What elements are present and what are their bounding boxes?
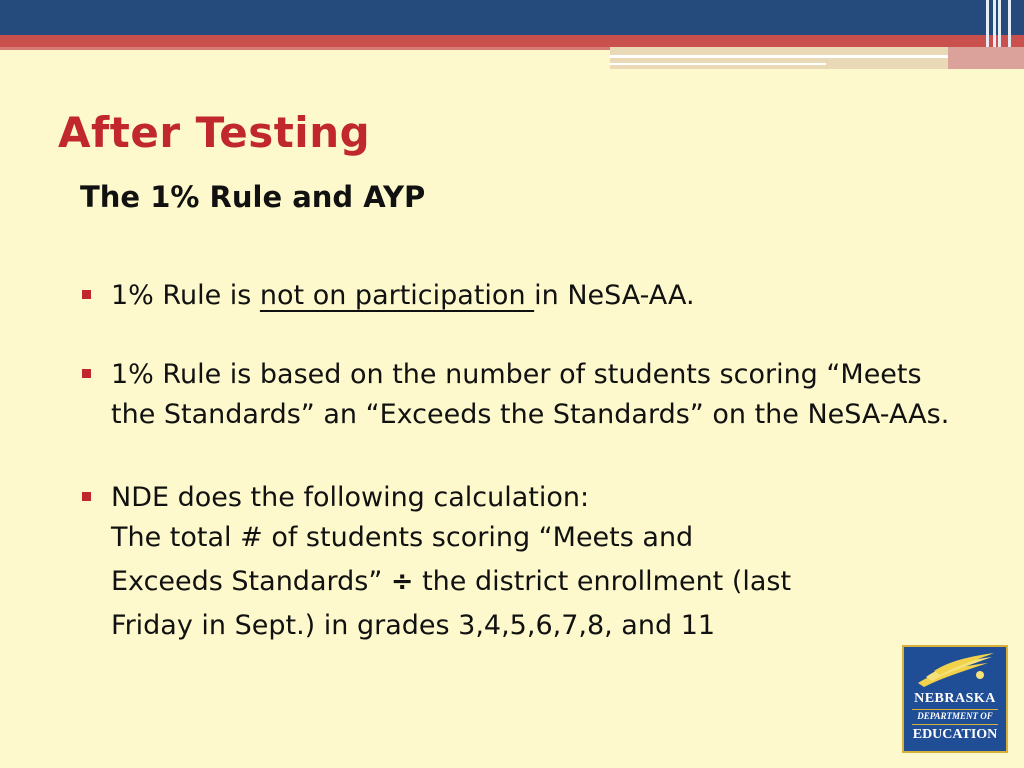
bullet-square-icon [82, 492, 91, 501]
calculation-line: The total # of students scoring “Meets and [111, 522, 694, 553]
flying-book-icon [914, 653, 996, 689]
underlined-phrase: not on participation [259, 280, 535, 311]
slide-title: After Testing [58, 108, 371, 157]
bullet-text [111, 276, 952, 316]
calculation-intro: NDE does the following calculation: [111, 482, 590, 513]
division-sign: ÷ [390, 566, 414, 597]
logo-text-nebraska: NEBRASKA [914, 691, 996, 706]
bullet-item [82, 355, 952, 435]
logo-divider [912, 724, 998, 725]
bullet-square-icon [82, 369, 91, 378]
calculation-line: Friday in Sept.) in grades 3,4,5,6,7,8, and 11 [111, 610, 716, 641]
calculation-text: Exceeds Standards” [111, 566, 391, 597]
header-stripes [984, 0, 1024, 47]
calculation-line [111, 558, 952, 606]
bullet-square-icon [82, 290, 91, 299]
slide-subtitle: The 1% Rule and AYP [80, 180, 426, 214]
header-band-blue [0, 0, 1024, 35]
header-band-red [0, 35, 1024, 47]
bullet-text-after: in NeSA-AA. [534, 280, 695, 311]
header-band-red-lower [0, 47, 610, 50]
bullet-text: 1% Rule is based on the number of students scoring “Meets the Standards” an “Exceeds the Standards” on the NeSA-AAs. [111, 359, 950, 430]
bullet-item [82, 276, 952, 316]
nebraska-department-of-education-logo [902, 645, 1008, 753]
logo-text-department: DEPARTMENT OF [917, 711, 993, 721]
logo-divider [912, 709, 998, 710]
calculation-text: the district enrollment (last [413, 566, 792, 597]
bullet-text-before: 1% Rule is [111, 280, 260, 311]
bullet-text [111, 478, 952, 646]
logo-text-education: EDUCATION [912, 727, 998, 742]
bullet-item [82, 478, 952, 646]
header-accent-line [610, 63, 826, 65]
header-accent-red [948, 47, 1024, 69]
header-accent-line [610, 55, 948, 58]
